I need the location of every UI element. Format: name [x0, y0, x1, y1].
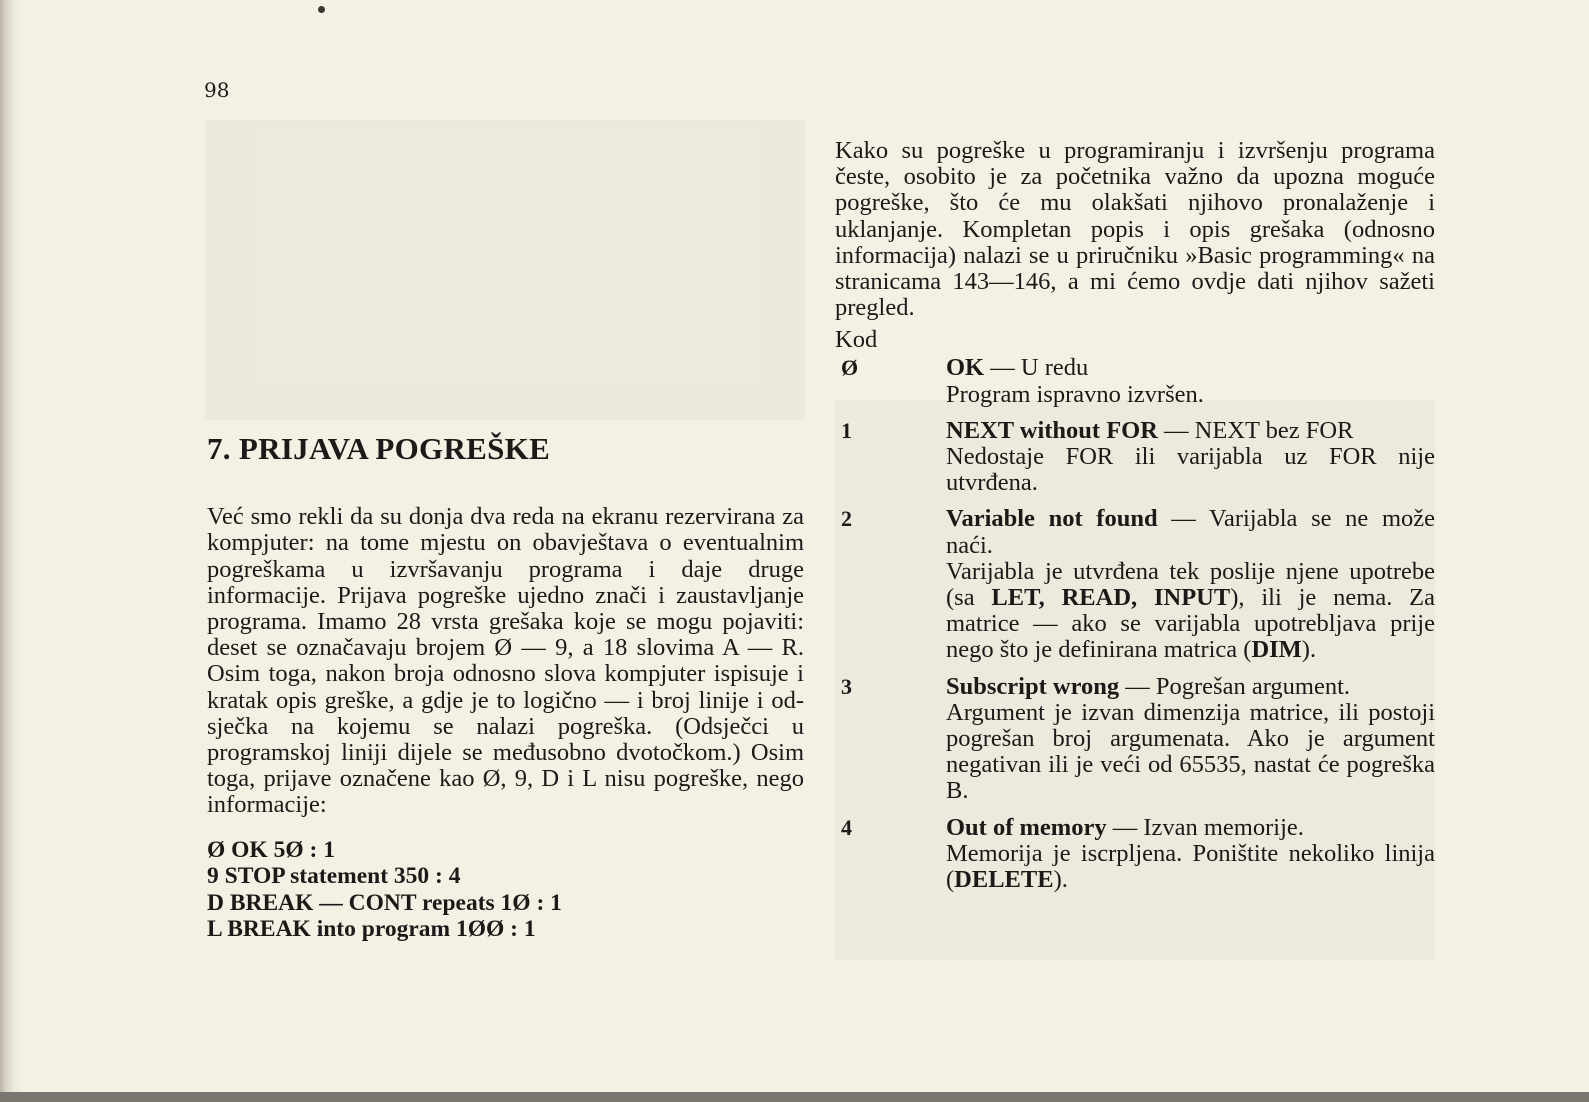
error-body: [946, 355, 1435, 407]
error-description: [946, 382, 1435, 408]
error-description: [946, 559, 1435, 664]
error-description: [946, 841, 1435, 893]
error-entry: [835, 674, 1435, 805]
error-title: [946, 355, 1435, 381]
error-code: 3: [841, 673, 852, 699]
error-code: 2: [841, 506, 852, 532]
error-title-bold: Variable not found: [946, 505, 1158, 533]
error-description-text: ).: [1053, 866, 1068, 894]
error-description-keyword: LET, READ, INPUT: [991, 584, 1231, 612]
error-description-text: Program ispravno izvršen.: [946, 380, 1204, 408]
error-title-rest: — Pogrešan argument.: [1119, 672, 1351, 700]
error-code: 1: [841, 417, 852, 443]
error-entry: [835, 355, 1435, 407]
error-description-text: Nedostaje FOR ili varijabla uz FOR nije utvrđena.: [946, 443, 1435, 497]
error-description-text: ), ili je nema. Za matrice — ako se varijabla upotrebljava prije nego što je definirana matrica (: [946, 584, 1435, 664]
error-body: [946, 506, 1435, 663]
error-title-bold: OK: [946, 354, 985, 382]
error-title-rest: — NEXT bez FOR: [1157, 416, 1354, 444]
error-description-keyword: DIM: [1251, 636, 1302, 664]
error-entry: [835, 418, 1435, 497]
error-entry: [835, 506, 1435, 663]
error-title: [946, 506, 1435, 558]
intro-paragraph: Kako su pogreške u programiranju i izvršenju programa česte, osobito je za početnika važno da upozna moguće pogreške, što će mu olakšati njihovo pronalaženje i uklanjanje. Kompletan popis i opis grešaka (odnosno informacija) nalazi se u priručniku »Basic programming« na stranicama 143—146, a mi ćemo ovdje dati njihov sažeti pregled.: [835, 137, 1435, 322]
error-code-list: [835, 355, 1435, 893]
show-through-shadow: [205, 120, 805, 420]
error-description-text: ).: [1301, 636, 1317, 664]
error-title-bold: Subscript wrong: [946, 672, 1120, 700]
right-column: [835, 138, 1435, 893]
error-title-rest: — Varijabla se ne može naći.: [946, 505, 1435, 559]
error-body: [946, 674, 1435, 805]
error-title-bold: NEXT without FOR: [946, 416, 1158, 444]
error-title: [946, 815, 1435, 841]
section-paragraph: Već smo rekli da su donja dva reda na ekranu rezervirana za kompjuter: na tome mjestu on obavještava o eventualnim pogreškama u izvršavanju programa i daje druge informacije. Prijava pogreške ujedno znači i zaustavljanje programa. Imamo 28 vrsta grešaka koje se mogu pojaviti: deset se označavaju brojem Ø — 9, a 18 slovima A — R. Osim toga, nakon broja odnosno slova kompjuter ispisuje i kratak opis greške, a gdje je to logično — i broj linije i odsječka na kojemu se nalazi pogreška. (Odsječci u programskoj liniji dijele se međusobno dvotočkom.) Osim toga, prijave označene kao Ø, 9, D i L nisu pogreške, nego informacije:: [207, 503, 804, 819]
error-code: 4: [841, 814, 852, 840]
kod-label: Kod: [835, 326, 878, 354]
left-column: [207, 432, 804, 943]
error-title-bold: Out of memory: [946, 813, 1107, 841]
error-description: [946, 700, 1435, 805]
error-code: Ø: [841, 355, 859, 381]
page-dot-mark: [318, 6, 325, 13]
page-number: 98: [204, 78, 230, 102]
status-line: Ø OK 5Ø : 1: [207, 836, 335, 863]
error-entry: [835, 815, 1435, 894]
page-spine-shadow: [0, 0, 22, 1092]
section-heading: 7. PRIJAVA POGREŠKE: [207, 431, 551, 466]
error-body: [946, 815, 1435, 894]
error-description-keyword: DELETE: [954, 866, 1054, 894]
error-title: [946, 418, 1435, 444]
error-description-text: Varijabla je utvrđena tek poslije njene upotrebe (sa: [946, 557, 1435, 612]
status-line: 9 STOP statement 350 : 4: [207, 863, 461, 890]
status-message-list: [207, 837, 804, 943]
error-body: [946, 418, 1435, 497]
error-title-rest: — Izvan memorije.: [1106, 813, 1304, 841]
status-line: D BREAK — CONT repeats 1Ø : 1: [207, 889, 562, 916]
error-description-text: Memorija je iscrpljena. Poništite nekoliko linija (: [946, 839, 1435, 894]
status-line: L BREAK into program 1ØØ : 1: [207, 916, 536, 943]
error-title: [946, 674, 1435, 700]
error-title-rest: — U redu: [984, 354, 1089, 382]
error-description-text: Argument je izvan dimenzija matrice, ili postoji pogrešan broj argumenata. Ako je argument negativan ili je veći od 65535, nastat će pogreška B.: [946, 698, 1435, 805]
error-description: [946, 444, 1435, 496]
